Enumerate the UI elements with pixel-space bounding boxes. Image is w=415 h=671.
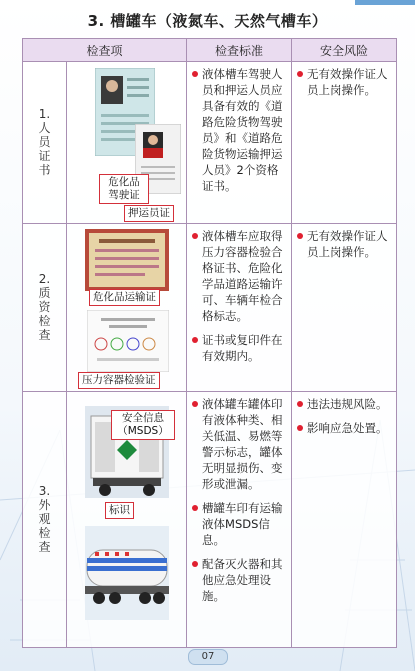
photo-cell	[67, 224, 187, 392]
risk-item: 违法违规风险。	[296, 396, 392, 412]
row-index: 2.质资检查	[23, 224, 67, 392]
pressure-vessel-certificate-label: 压力容器检验证	[78, 372, 160, 389]
header-safety-risk: 安全风险	[292, 39, 397, 62]
marking-label: 标识	[105, 502, 134, 519]
tanker-side-photo	[85, 526, 169, 620]
escort-license-label: 押运员证	[124, 205, 174, 222]
risk-item: 无有效操作证人员上岗操作。	[296, 66, 392, 98]
standard-item: 液体罐车罐体印有液体种类、相关低温、易燃等警示标志，罐体无明显损伤、变形或泄漏。	[191, 396, 287, 492]
pressure-vessel-certificate-photo	[87, 310, 169, 372]
msds-safety-info-label: 安全信息 （MSDS）	[111, 410, 175, 440]
risk-cell	[292, 224, 397, 392]
risk-item: 无有效操作证人员上岗操作。	[296, 228, 392, 260]
standard-item: 证书或复印件在有效期内。	[191, 332, 287, 364]
table-header-row	[23, 39, 397, 62]
hazmat-transport-permit-label: 危化品运输证	[89, 289, 160, 306]
photo-cell	[67, 392, 187, 648]
table-row	[23, 62, 397, 224]
page-title: 3. 槽罐车（液氮车、天然气槽车）	[87, 12, 328, 30]
risk-cell	[292, 62, 397, 224]
table-row	[23, 224, 397, 392]
inspection-table	[22, 38, 397, 648]
standard-item: 配备灭火器和其他应急处理设施。	[191, 556, 287, 604]
standard-item: 槽罐车印有运输液体MSDS信息。	[191, 500, 287, 548]
risk-item: 影响应急处置。	[296, 420, 392, 436]
standard-cell	[187, 62, 292, 224]
standard-cell	[187, 224, 292, 392]
table-row	[23, 392, 397, 648]
risk-cell	[292, 392, 397, 648]
standard-cell	[187, 392, 292, 648]
top-accent-bar	[355, 0, 415, 5]
header-inspection-standard: 检查标准	[187, 39, 292, 62]
row-index: 3.外观检查	[23, 392, 67, 648]
transport-permit-photo	[85, 229, 169, 291]
standard-item: 液体槽车应取得压力容器检验合格证书、危险化学品道路运输许可、车辆年检合格标志。	[191, 228, 287, 324]
header-inspection-item: 检查项	[23, 39, 187, 62]
standard-item: 液体槽车驾驶人员和押运人员应具备有效的《道路危险货物驾驶员》和《道路危险货物运输押运人员》2个资格证书。	[191, 66, 287, 194]
photo-cell	[67, 62, 187, 224]
row-index: 1.人员证书	[23, 62, 67, 224]
hazmat-driver-license-label: 危化品 驾驶证	[99, 174, 149, 204]
page-number: 07	[188, 649, 228, 665]
